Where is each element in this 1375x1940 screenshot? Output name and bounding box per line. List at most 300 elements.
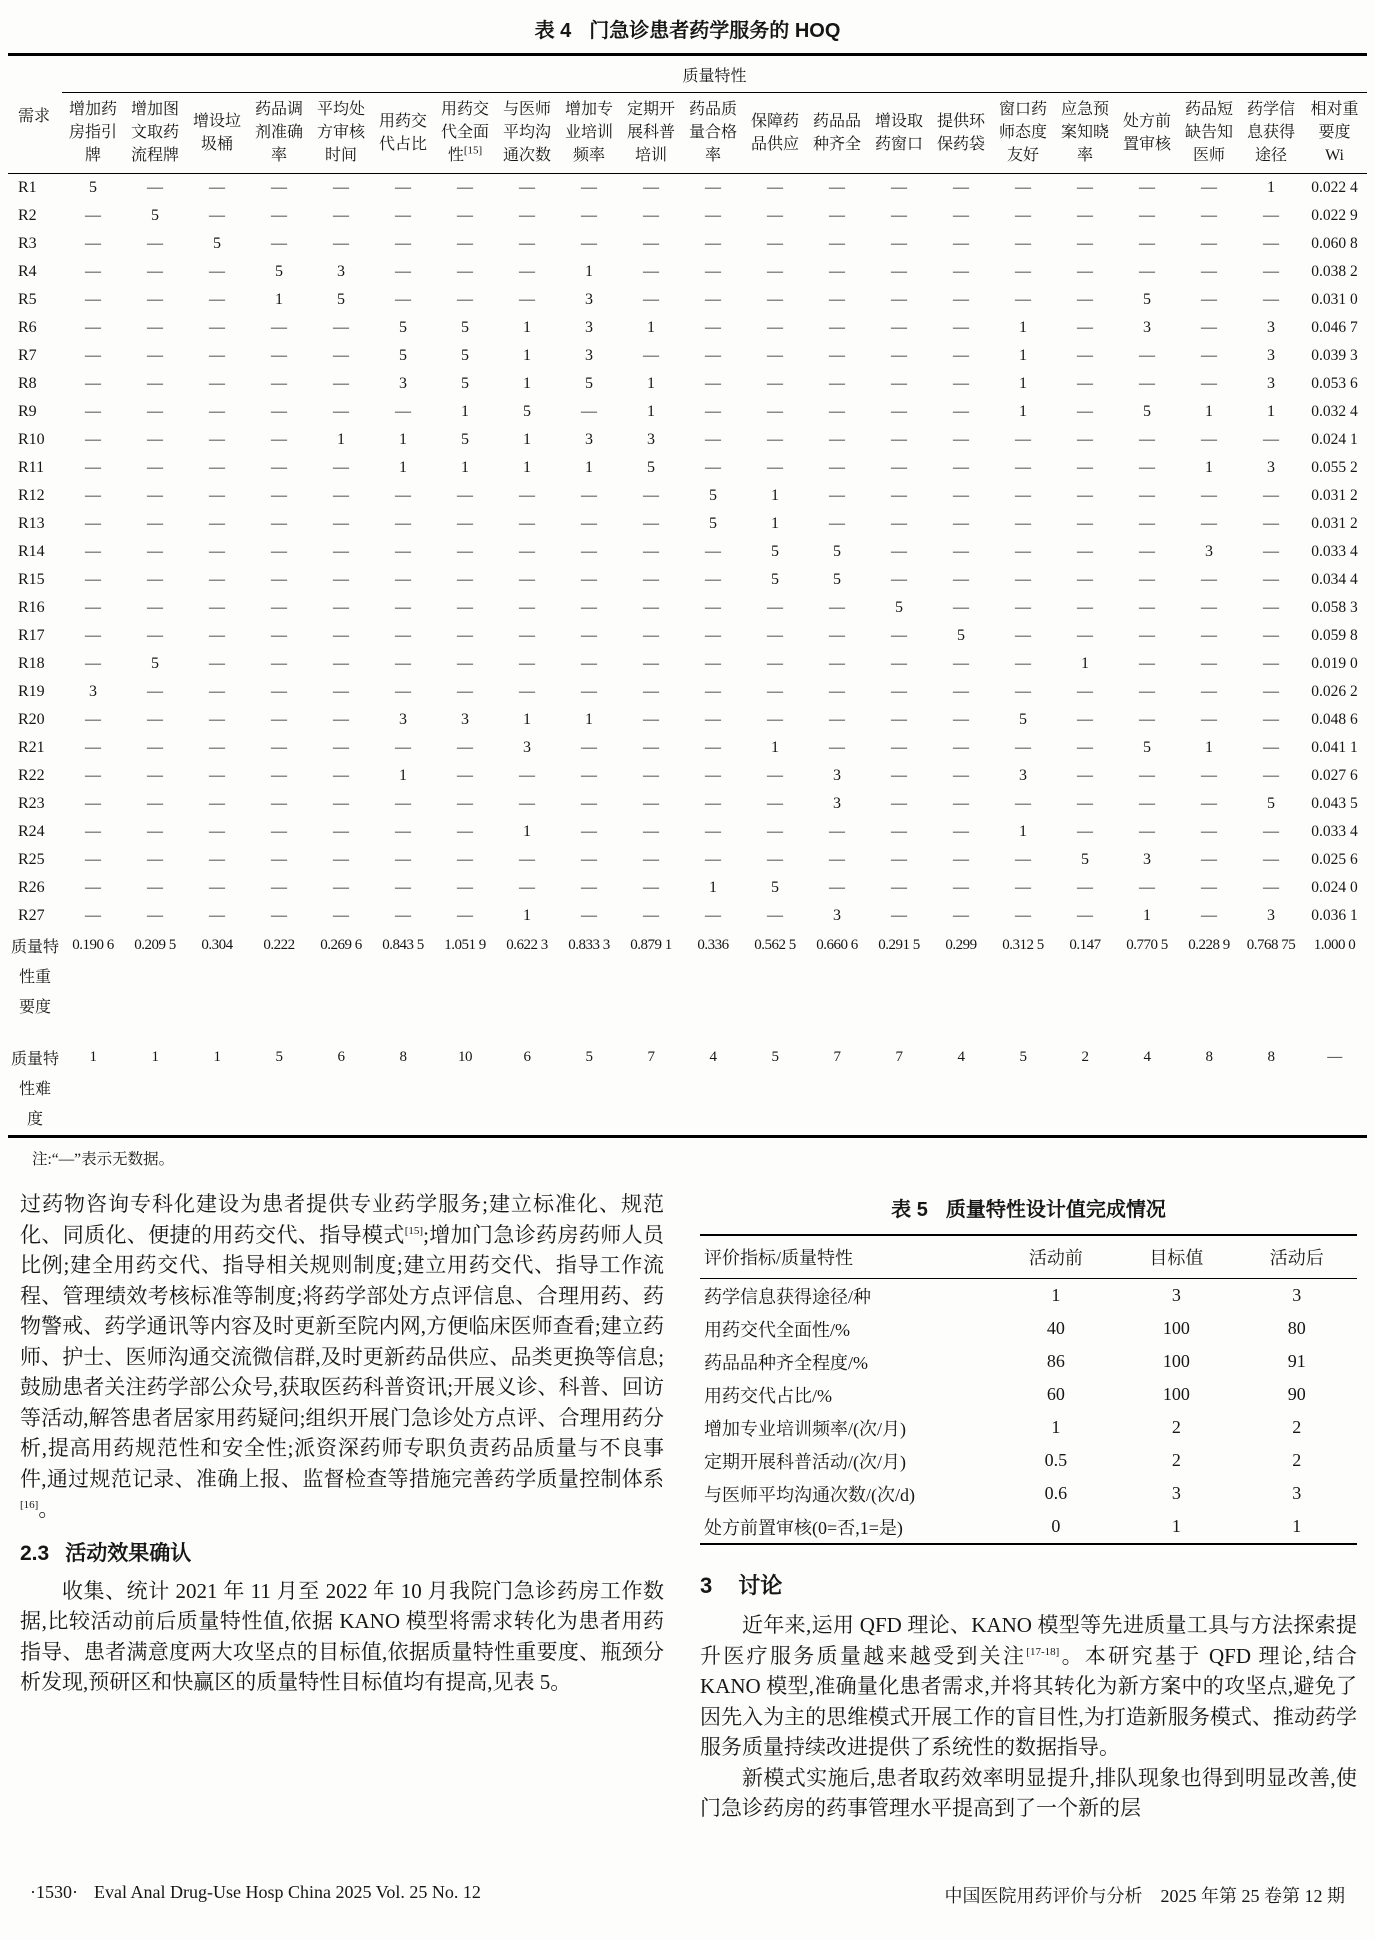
t4-cell: — bbox=[891, 291, 907, 308]
t4-cell: 3 bbox=[1205, 543, 1213, 560]
t4-cell: — bbox=[333, 179, 349, 196]
t4-cell: — bbox=[519, 179, 535, 196]
t4-cell: — bbox=[953, 879, 969, 896]
t4-cell: — bbox=[581, 207, 597, 224]
t4-cell: — bbox=[209, 459, 225, 476]
t5-value: 91 bbox=[1287, 1351, 1306, 1371]
section-3-heading bbox=[700, 1569, 1357, 1600]
t4-row-label: R19 bbox=[18, 683, 45, 700]
t4-cell: — bbox=[767, 459, 783, 476]
t4-cell: 3 bbox=[585, 291, 593, 308]
t4-cell: — bbox=[581, 739, 597, 756]
t4-row bbox=[8, 734, 1367, 762]
t4-cell: — bbox=[643, 711, 659, 728]
t5-metric-label: 用药交代全面性/% bbox=[704, 1319, 851, 1340]
t4-column-header: 药品短缺告知医师 bbox=[1178, 93, 1240, 174]
t4-cell: — bbox=[395, 795, 411, 812]
t4-cell: — bbox=[643, 291, 659, 308]
t4-cell: — bbox=[767, 431, 783, 448]
t4-cell: — bbox=[891, 347, 907, 364]
t4-row bbox=[8, 846, 1367, 874]
t4-row bbox=[8, 314, 1367, 342]
t4-cell: — bbox=[643, 739, 659, 756]
t4-cell: 3 bbox=[647, 431, 655, 448]
t4-cell: 3 bbox=[585, 319, 593, 336]
t4-cell: — bbox=[395, 823, 411, 840]
t4-cell: — bbox=[1263, 851, 1279, 868]
t4-cell: — bbox=[147, 179, 163, 196]
t4-cell: — bbox=[333, 207, 349, 224]
t4-cell: — bbox=[147, 739, 163, 756]
t4-cell: 5 bbox=[523, 403, 531, 420]
t4-cell: 1 bbox=[1019, 375, 1027, 392]
t4-cell: 5 bbox=[213, 235, 221, 252]
t4-row-label: R15 bbox=[18, 571, 45, 588]
footer-left bbox=[30, 1882, 481, 1908]
t4-cell: — bbox=[147, 571, 163, 588]
t4-cell: — bbox=[209, 739, 225, 756]
t4-cell: 5 bbox=[957, 627, 965, 644]
t4-cell: — bbox=[767, 263, 783, 280]
t4-column-header: 保障药品供应 bbox=[744, 93, 806, 174]
t4-summary-value: 0.228 9 bbox=[1188, 937, 1230, 953]
t4-cell: — bbox=[333, 879, 349, 896]
t5-metric-label: 与医师平均沟通次数/(次/d) bbox=[704, 1484, 916, 1505]
t4-cell: — bbox=[581, 683, 597, 700]
t4-cell: 3 bbox=[1143, 319, 1151, 336]
left-paragraph-text: 过药物咨询专科化建设为患者提供专业药学服务;建立标准化、规范化、同质化、便捷的用药交代、指导模式 bbox=[20, 1192, 665, 1247]
t4-cell: — bbox=[829, 291, 845, 308]
t4-cell: — bbox=[395, 403, 411, 420]
t4-cell: — bbox=[829, 711, 845, 728]
t4-cell: — bbox=[953, 823, 969, 840]
t5-row bbox=[700, 1312, 1357, 1345]
t4-summary-value: 0.843 5 bbox=[382, 937, 424, 953]
t4-cell: — bbox=[953, 711, 969, 728]
t4-cell: — bbox=[1201, 851, 1217, 868]
t4-cell: — bbox=[1201, 487, 1217, 504]
t4-cell: — bbox=[271, 683, 287, 700]
t4-wi-value: 0.033 4 bbox=[1311, 543, 1358, 560]
t4-row-label: R26 bbox=[18, 879, 45, 896]
t4-row bbox=[8, 174, 1367, 203]
t4-cell: 1 bbox=[523, 907, 531, 924]
t4-cell: — bbox=[643, 235, 659, 252]
t5-column-header: 活动前 bbox=[996, 1235, 1116, 1279]
t4-summary-value: 10 bbox=[458, 1049, 472, 1065]
t5-value: 0.5 bbox=[1044, 1450, 1068, 1470]
t4-cell: 1 bbox=[647, 319, 655, 336]
t4-summary-value: 2 bbox=[1081, 1049, 1089, 1065]
t4-cell: — bbox=[1139, 627, 1155, 644]
t4-row bbox=[8, 566, 1367, 594]
t4-cell: — bbox=[891, 711, 907, 728]
t4-cell: — bbox=[147, 599, 163, 616]
t4-cell: — bbox=[953, 179, 969, 196]
t4-cell: 1 bbox=[523, 459, 531, 476]
t4-column-header: 药品调剂准确率 bbox=[248, 93, 310, 174]
t4-cell: — bbox=[271, 459, 287, 476]
t4-cell: — bbox=[705, 375, 721, 392]
t4-cell: 5 bbox=[647, 459, 655, 476]
t4-cell: — bbox=[829, 627, 845, 644]
table5 bbox=[700, 1234, 1357, 1545]
t4-cell: — bbox=[209, 683, 225, 700]
t4-cell: — bbox=[829, 207, 845, 224]
t4-cell: 1 bbox=[399, 459, 407, 476]
t4-cell: — bbox=[767, 319, 783, 336]
t4-cell: — bbox=[85, 823, 101, 840]
t4-cell: — bbox=[1201, 291, 1217, 308]
t4-cell: 5 bbox=[1143, 739, 1151, 756]
t4-cell: 1 bbox=[1019, 319, 1027, 336]
t4-cell: — bbox=[395, 207, 411, 224]
t4-cell: — bbox=[1015, 207, 1031, 224]
t5-value: 100 bbox=[1162, 1384, 1190, 1404]
t4-summary-value: 0.879 1 bbox=[630, 937, 672, 953]
t4-cell: — bbox=[829, 431, 845, 448]
t4-row-label: R2 bbox=[18, 207, 37, 224]
t4-cell: — bbox=[1015, 487, 1031, 504]
t4-cell: 3 bbox=[585, 347, 593, 364]
t4-cell: — bbox=[85, 599, 101, 616]
t4-row-label: R27 bbox=[18, 907, 45, 924]
t4-cell: — bbox=[271, 347, 287, 364]
t4-cell: — bbox=[271, 851, 287, 868]
t4-summary-value: 1 bbox=[213, 1049, 221, 1065]
t4-cell: — bbox=[953, 375, 969, 392]
t4-row bbox=[8, 762, 1367, 790]
t4-cell: — bbox=[767, 711, 783, 728]
t4-cell: — bbox=[457, 179, 473, 196]
t4-cell: — bbox=[457, 823, 473, 840]
reference-17-18: [17-18] bbox=[1026, 1645, 1060, 1658]
t4-cell: — bbox=[705, 571, 721, 588]
t4-cell: — bbox=[209, 403, 225, 420]
t4-cell: — bbox=[1139, 207, 1155, 224]
t4-cell: — bbox=[271, 711, 287, 728]
t4-row-label: R13 bbox=[18, 515, 45, 532]
t4-cell: — bbox=[705, 403, 721, 420]
t4-cell: — bbox=[1201, 347, 1217, 364]
t4-cell: — bbox=[85, 431, 101, 448]
t5-value: 2 bbox=[1292, 1417, 1302, 1437]
t5-value: 1 bbox=[1292, 1516, 1302, 1536]
t4-cell: — bbox=[1015, 515, 1031, 532]
t4-cell: — bbox=[1077, 319, 1093, 336]
t5-value: 80 bbox=[1287, 1318, 1306, 1338]
t4-wi-value: 0.038 2 bbox=[1311, 263, 1358, 280]
t4-cell: — bbox=[85, 347, 101, 364]
t4-cell: — bbox=[1015, 851, 1031, 868]
t4-cell: — bbox=[581, 235, 597, 252]
t4-cell: — bbox=[891, 515, 907, 532]
table5-header bbox=[700, 1235, 1357, 1279]
t4-cell: — bbox=[519, 543, 535, 560]
t4-cell: — bbox=[1201, 179, 1217, 196]
t4-summary-value: 5 bbox=[1019, 1049, 1027, 1065]
t4-cell: — bbox=[581, 179, 597, 196]
t4-cell: — bbox=[953, 515, 969, 532]
t4-cell: — bbox=[395, 907, 411, 924]
t4-cell: — bbox=[395, 599, 411, 616]
t4-cell: — bbox=[1201, 263, 1217, 280]
page-footer bbox=[0, 1882, 1375, 1908]
t4-cell: — bbox=[705, 319, 721, 336]
t4-cell: — bbox=[1201, 515, 1217, 532]
t4-cell: — bbox=[829, 319, 845, 336]
t4-cell: — bbox=[953, 431, 969, 448]
t4-cell: — bbox=[85, 543, 101, 560]
t4-cell: — bbox=[457, 235, 473, 252]
t4-cell: — bbox=[767, 291, 783, 308]
t4-summary-value: 0.770 5 bbox=[1126, 937, 1168, 953]
t4-cell: — bbox=[829, 515, 845, 532]
t5-header-row bbox=[700, 1235, 1357, 1279]
t4-cell: — bbox=[1139, 179, 1155, 196]
t4-cell: 5 bbox=[275, 263, 283, 280]
t4-cell: — bbox=[705, 683, 721, 700]
t4-cell: — bbox=[1263, 879, 1279, 896]
t4-row bbox=[8, 902, 1367, 930]
t4-cell: — bbox=[1201, 655, 1217, 672]
t4-cell: — bbox=[581, 767, 597, 784]
t4-row-label: R11 bbox=[18, 459, 45, 476]
t4-cell: — bbox=[333, 403, 349, 420]
t4-cell: — bbox=[457, 571, 473, 588]
section-2-3-number: 2.3 bbox=[20, 1541, 50, 1565]
t4-cell: — bbox=[147, 319, 163, 336]
t4-cell: — bbox=[1201, 767, 1217, 784]
t4-cell: — bbox=[333, 767, 349, 784]
t4-cell: — bbox=[457, 207, 473, 224]
t5-row bbox=[700, 1510, 1357, 1544]
t4-cell: — bbox=[581, 795, 597, 812]
t4-cell: — bbox=[1263, 543, 1279, 560]
t4-cell: — bbox=[705, 179, 721, 196]
t4-cell: 1 bbox=[523, 823, 531, 840]
t5-value: 100 bbox=[1162, 1318, 1190, 1338]
t4-cell: — bbox=[209, 795, 225, 812]
t4-row-label: R25 bbox=[18, 851, 45, 868]
t4-cell: — bbox=[395, 627, 411, 644]
t4-summary-value: 0.768 75 bbox=[1246, 937, 1296, 953]
t4-cell: 1 bbox=[585, 263, 593, 280]
t4-cell: — bbox=[829, 403, 845, 420]
t4-cell: 1 bbox=[523, 319, 531, 336]
t4-cell: — bbox=[209, 319, 225, 336]
t4-row-label: R1 bbox=[18, 179, 37, 196]
t4-cell: — bbox=[829, 851, 845, 868]
t4-cell: — bbox=[147, 907, 163, 924]
t4-column-header: 增加专业培训频率 bbox=[558, 93, 620, 174]
t4-row-label: R16 bbox=[18, 599, 45, 616]
t4-cell: — bbox=[1201, 795, 1217, 812]
t4-cell: — bbox=[1015, 459, 1031, 476]
t4-row bbox=[8, 230, 1367, 258]
discussion-paragraph-2: 新模式实施后,患者取药效率明显提升,排队现象也得到明显改善,使门急诊药房的药事管理水平提高到了一个新的层 bbox=[700, 1765, 1357, 1820]
t5-row bbox=[700, 1444, 1357, 1477]
t4-cell: — bbox=[829, 235, 845, 252]
t4-summary-wi: 1.000 0 bbox=[1313, 937, 1356, 953]
t4-cell: 5 bbox=[1143, 291, 1151, 308]
t4-cell: — bbox=[767, 375, 783, 392]
left-paragraph-text: 。 bbox=[38, 1497, 60, 1521]
t4-cell: — bbox=[1139, 487, 1155, 504]
t4-cell: — bbox=[395, 263, 411, 280]
t5-value: 60 bbox=[1046, 1384, 1065, 1404]
t4-cell: — bbox=[519, 627, 535, 644]
t4-cell: — bbox=[829, 879, 845, 896]
t5-value: 86 bbox=[1046, 1351, 1065, 1371]
t4-cell: — bbox=[457, 627, 473, 644]
t4-cell: 1 bbox=[523, 431, 531, 448]
t4-cell: — bbox=[519, 879, 535, 896]
t4-wi-value: 0.022 4 bbox=[1311, 179, 1358, 196]
t4-cell: — bbox=[891, 767, 907, 784]
table4-note: 注:“—”表示无数据。 bbox=[32, 1151, 175, 1168]
two-column-layout bbox=[8, 1169, 1367, 1824]
t4-summary-value: 0.622 3 bbox=[506, 937, 548, 953]
t4-cell: — bbox=[519, 235, 535, 252]
t4-cell: — bbox=[147, 851, 163, 868]
t4-cell: — bbox=[395, 851, 411, 868]
t4-column-header: 增设取药窗口 bbox=[868, 93, 930, 174]
t4-cell: 5 bbox=[337, 291, 345, 308]
t4-cell: — bbox=[891, 431, 907, 448]
t4-summary-wi: — bbox=[1327, 1049, 1342, 1065]
t4-cell: 5 bbox=[833, 543, 841, 560]
t4-cell: — bbox=[705, 235, 721, 252]
t4-cell: — bbox=[333, 375, 349, 392]
t4-cell: 3 bbox=[399, 375, 407, 392]
t4-cell: — bbox=[209, 207, 225, 224]
t4-cell: 1 bbox=[1143, 907, 1151, 924]
t4-cell: 5 bbox=[461, 319, 469, 336]
t4-cell: — bbox=[271, 879, 287, 896]
t4-column-header-row bbox=[8, 93, 1367, 174]
t4-cell: — bbox=[209, 375, 225, 392]
t4-row bbox=[8, 510, 1367, 538]
t4-cell: — bbox=[147, 683, 163, 700]
t5-row bbox=[700, 1477, 1357, 1510]
t4-cell: — bbox=[333, 543, 349, 560]
t4-row-label: R24 bbox=[18, 823, 45, 840]
discussion-text: 。本研究基于 QFD 理论,结合 KANO 模型,准确量化患者需求,并将其转化为新方案中的攻坚点,避免了因先入为主的思维模式开展工作的盲目性,为打造新服务模式、推动药学服务质量持续改进提供了系统性的数据指导。 bbox=[700, 1643, 1357, 1759]
t4-cell: 1 bbox=[1267, 403, 1275, 420]
t4-cell: 5 bbox=[1143, 403, 1151, 420]
t4-cell: — bbox=[457, 795, 473, 812]
t4-cell: 5 bbox=[151, 655, 159, 672]
t4-cell: — bbox=[85, 319, 101, 336]
t4-cell: — bbox=[1263, 235, 1279, 252]
t4-cell: — bbox=[953, 319, 969, 336]
table4-title bbox=[8, 0, 1367, 53]
t4-cell: — bbox=[519, 851, 535, 868]
t4-cell: — bbox=[891, 207, 907, 224]
t4-cell: — bbox=[705, 207, 721, 224]
t4-cell: — bbox=[147, 767, 163, 784]
t4-cell: — bbox=[1077, 543, 1093, 560]
t4-cell: — bbox=[1139, 599, 1155, 616]
t4-cell: — bbox=[1263, 823, 1279, 840]
t4-cell: — bbox=[1077, 291, 1093, 308]
t4-wi-value: 0.053 6 bbox=[1311, 375, 1358, 392]
t4-summary-value: 8 bbox=[1205, 1049, 1213, 1065]
t4-group-header: 质量特性 bbox=[62, 55, 1367, 93]
t4-cell: — bbox=[209, 767, 225, 784]
t4-cell: — bbox=[643, 767, 659, 784]
t4-cell: — bbox=[271, 599, 287, 616]
t4-summary-value: 0.269 6 bbox=[320, 937, 362, 953]
t4-group-row bbox=[8, 55, 1367, 93]
t4-row-label: R21 bbox=[18, 739, 45, 756]
t4-cell: — bbox=[395, 571, 411, 588]
t4-cell: — bbox=[395, 655, 411, 672]
t4-summary-value: 6 bbox=[523, 1049, 531, 1065]
t4-cell: — bbox=[643, 347, 659, 364]
t4-cell: 5 bbox=[1019, 711, 1027, 728]
t4-cell: — bbox=[1015, 655, 1031, 672]
t4-summary-value: 0.190 6 bbox=[72, 937, 114, 953]
t4-cell: — bbox=[85, 711, 101, 728]
t4-cell: — bbox=[1139, 711, 1155, 728]
t4-cell: — bbox=[1139, 347, 1155, 364]
t4-cell: — bbox=[705, 739, 721, 756]
t4-cell: — bbox=[1139, 571, 1155, 588]
t4-cell: — bbox=[643, 655, 659, 672]
t4-cell: — bbox=[953, 571, 969, 588]
table5-body bbox=[700, 1279, 1357, 1545]
t4-row bbox=[8, 370, 1367, 398]
t4-summary-value: 8 bbox=[399, 1049, 407, 1065]
t4-cell: 1 bbox=[647, 375, 655, 392]
t4-cell: — bbox=[85, 263, 101, 280]
t4-cell: — bbox=[767, 179, 783, 196]
t4-cell: — bbox=[1139, 459, 1155, 476]
t4-cell: — bbox=[457, 767, 473, 784]
t4-cell: — bbox=[271, 767, 287, 784]
t4-cell: 1 bbox=[1205, 403, 1213, 420]
t4-cell: 1 bbox=[771, 487, 779, 504]
t4-cell: — bbox=[395, 739, 411, 756]
t4-cell: — bbox=[1077, 739, 1093, 756]
t4-cell: — bbox=[1201, 375, 1217, 392]
left-column bbox=[20, 1189, 664, 1824]
t4-cell: — bbox=[1015, 235, 1031, 252]
t4-summary-value: 1.051 9 bbox=[444, 937, 486, 953]
t4-cell: — bbox=[705, 655, 721, 672]
t5-metric-label: 用药交代占比/% bbox=[704, 1385, 833, 1406]
t4-cell: — bbox=[1201, 711, 1217, 728]
t4-cell: 1 bbox=[1081, 655, 1089, 672]
t4-cell: — bbox=[891, 907, 907, 924]
t4-cell: — bbox=[1077, 599, 1093, 616]
t4-wi-value: 0.039 3 bbox=[1311, 347, 1358, 364]
t4-cell: — bbox=[581, 599, 597, 616]
t4-cell: — bbox=[271, 487, 287, 504]
t4-cell: — bbox=[457, 515, 473, 532]
t4-cell: — bbox=[891, 375, 907, 392]
t4-difficulty-row bbox=[8, 1042, 1367, 1137]
t4-column-header: 药学信息获得途径 bbox=[1240, 93, 1302, 174]
t4-row bbox=[8, 398, 1367, 426]
t4-cell: — bbox=[705, 767, 721, 784]
t4-column-header: 增设垃圾桶 bbox=[186, 93, 248, 174]
t4-summary-value: 4 bbox=[709, 1049, 717, 1065]
t4-cell: 1 bbox=[709, 879, 717, 896]
t4-cell: 5 bbox=[461, 375, 469, 392]
